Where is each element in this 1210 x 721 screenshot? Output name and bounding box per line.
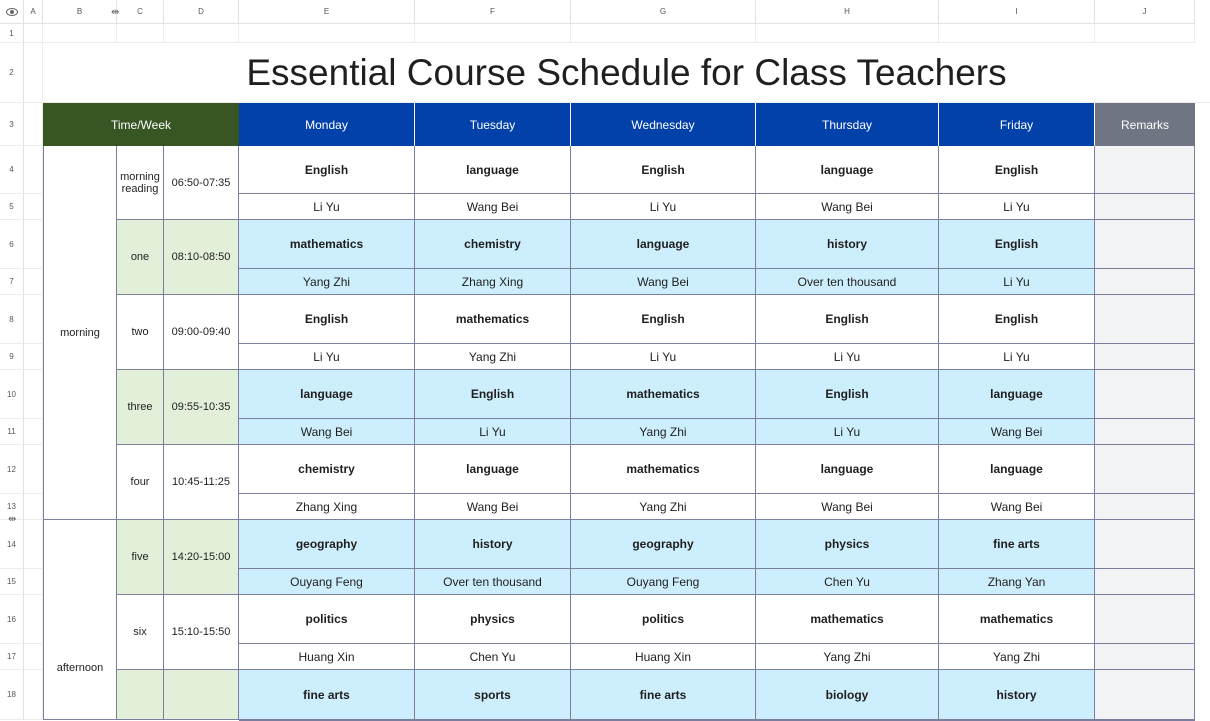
period-name: four	[117, 445, 164, 520]
cell-col-a[interactable]	[24, 194, 43, 220]
remarks-cell[interactable]	[1095, 194, 1195, 220]
teacher-cell[interactable]: Ouyang Feng	[239, 569, 415, 595]
teacher-cell[interactable]: Li Yu	[239, 344, 415, 370]
subject-cell[interactable]: language	[756, 146, 939, 194]
column-header-f[interactable]: F	[415, 0, 571, 24]
remarks-cell[interactable]	[1095, 494, 1195, 520]
cell-col-a[interactable]	[24, 43, 43, 103]
subject-cell[interactable]: sports	[415, 670, 571, 720]
subject-cell[interactable]: English	[571, 295, 756, 344]
cell-col-a[interactable]	[24, 295, 43, 344]
header-day-tuesday: Tuesday	[415, 103, 571, 146]
teacher-cell[interactable]: Yang Zhi	[756, 644, 939, 670]
remarks-cell[interactable]	[1095, 670, 1195, 720]
cell-row1[interactable]	[415, 24, 571, 43]
cell-row1[interactable]	[24, 24, 43, 43]
subject-cell[interactable]: biology	[756, 670, 939, 720]
subject-cell[interactable]: mathematics	[939, 595, 1095, 644]
teacher-cell[interactable]: Yang Zhi	[415, 344, 571, 370]
cell-row1[interactable]	[239, 24, 415, 43]
column-resize-icon[interactable]: ⇹	[111, 7, 120, 18]
session-afternoon: afternoon	[43, 520, 117, 720]
cell-col-a[interactable]	[24, 670, 43, 720]
teacher-cell[interactable]: Huang Xin	[239, 644, 415, 670]
subject-cell[interactable]: language	[239, 370, 415, 419]
subject-cell[interactable]: physics	[756, 520, 939, 569]
subject-cell[interactable]: language	[939, 445, 1095, 494]
subject-cell[interactable]: English	[239, 295, 415, 344]
period-time: 09:00-09:40	[164, 295, 239, 370]
subject-cell[interactable]: English	[571, 146, 756, 194]
subject-cell[interactable]: fine arts	[571, 670, 756, 720]
subject-cell[interactable]: language	[756, 445, 939, 494]
period-time: 08:10-08:50	[164, 220, 239, 295]
column-header-g[interactable]: G	[571, 0, 756, 24]
subject-cell[interactable]: mathematics	[571, 370, 756, 419]
row-header-14[interactable]: 14	[0, 520, 24, 569]
teacher-cell[interactable]: Zhang Yan	[939, 569, 1095, 595]
cell-col-a[interactable]	[24, 220, 43, 269]
subject-cell[interactable]: mathematics	[756, 595, 939, 644]
cell-col-a[interactable]	[24, 146, 43, 194]
subject-cell[interactable]: mathematics	[415, 295, 571, 344]
cell-col-a[interactable]	[24, 445, 43, 494]
period-time	[164, 670, 239, 720]
teacher-cell[interactable]: Chen Yu	[415, 644, 571, 670]
teacher-cell[interactable]: Li Yu	[756, 419, 939, 445]
remarks-cell[interactable]	[1095, 595, 1195, 644]
teacher-cell[interactable]: Li Yu	[239, 194, 415, 220]
column-header-e[interactable]: E	[239, 0, 415, 24]
row-header-15[interactable]: 15	[0, 569, 24, 595]
subject-cell[interactable]: history	[415, 520, 571, 569]
period-name: five	[117, 520, 164, 595]
remarks-cell[interactable]	[1095, 269, 1195, 295]
cell-row1[interactable]	[756, 24, 939, 43]
teacher-cell[interactable]: Wang Bei	[239, 419, 415, 445]
teacher-cell[interactable]: Wang Bei	[571, 269, 756, 295]
subject-cell[interactable]: English	[415, 370, 571, 419]
teacher-cell[interactable]: Li Yu	[939, 344, 1095, 370]
cell-col-a[interactable]	[24, 269, 43, 295]
period-time: 09:55-10:35	[164, 370, 239, 445]
remarks-cell[interactable]	[1095, 370, 1195, 419]
period-name: three	[117, 370, 164, 445]
cell-row1[interactable]	[164, 24, 239, 43]
period-name: morning reading	[117, 146, 164, 220]
subject-cell[interactable]: history	[939, 670, 1095, 720]
cell-row1[interactable]	[117, 24, 164, 43]
select-all-corner[interactable]	[0, 0, 24, 24]
session-morning: morning	[43, 146, 117, 520]
period-name: six	[117, 595, 164, 670]
remarks-cell[interactable]	[1095, 520, 1195, 569]
cell-col-a[interactable]	[24, 644, 43, 670]
period-name: one	[117, 220, 164, 295]
cell-col-a[interactable]	[24, 595, 43, 644]
header-time-week: Time/Week	[43, 103, 239, 146]
cell-col-a[interactable]	[24, 419, 43, 445]
subject-cell[interactable]: politics	[239, 595, 415, 644]
row-header-11[interactable]: 11	[0, 419, 24, 445]
page-title: Essential Course Schedule for Class Teachers	[43, 43, 1210, 103]
subject-cell[interactable]: English	[239, 146, 415, 194]
cell-col-a[interactable]	[24, 569, 43, 595]
subject-cell[interactable]: English	[756, 295, 939, 344]
remarks-cell[interactable]	[1095, 445, 1195, 494]
remarks-cell[interactable]	[1095, 344, 1195, 370]
remarks-cell[interactable]	[1095, 146, 1195, 194]
subject-cell[interactable]: English	[939, 146, 1095, 194]
subject-cell[interactable]: mathematics	[571, 445, 756, 494]
teacher-cell[interactable]: Li Yu	[571, 194, 756, 220]
teacher-cell[interactable]: Li Yu	[756, 344, 939, 370]
subject-cell[interactable]: chemistry	[239, 445, 415, 494]
column-header-c[interactable]: C	[117, 0, 164, 24]
row-resize-icon[interactable]: ⇹	[8, 514, 17, 525]
teacher-cell[interactable]: Yang Zhi	[571, 419, 756, 445]
row-header-2[interactable]: 2	[0, 43, 24, 103]
teacher-cell[interactable]: Zhang Xing	[415, 269, 571, 295]
teacher-cell[interactable]: Li Yu	[415, 419, 571, 445]
period-time: 06:50-07:35	[164, 146, 239, 220]
cell-row1[interactable]	[939, 24, 1095, 43]
row-header-13[interactable]: 13	[0, 494, 24, 520]
teacher-cell[interactable]: Wang Bei	[415, 494, 571, 520]
column-header-a[interactable]: A	[24, 0, 43, 24]
row-header-12[interactable]: 12	[0, 445, 24, 494]
teacher-cell[interactable]: Over ten thousand	[756, 269, 939, 295]
subject-cell[interactable]: geography	[571, 520, 756, 569]
subject-cell[interactable]: chemistry	[415, 220, 571, 269]
remarks-cell[interactable]	[1095, 220, 1195, 269]
column-header-i[interactable]: I	[939, 0, 1095, 24]
row-header-4[interactable]: 4	[0, 146, 24, 194]
subject-cell[interactable]: politics	[571, 595, 756, 644]
cell-col-a[interactable]	[24, 494, 43, 520]
teacher-cell[interactable]: Wang Bei	[939, 494, 1095, 520]
eye-icon[interactable]	[6, 8, 18, 16]
remarks-cell[interactable]	[1095, 295, 1195, 344]
row-header-10[interactable]: 10	[0, 370, 24, 419]
subject-cell[interactable]: physics	[415, 595, 571, 644]
column-header-d[interactable]: D	[164, 0, 239, 24]
subject-cell[interactable]: fine arts	[239, 670, 415, 720]
column-header-j[interactable]: J	[1095, 0, 1195, 24]
subject-cell[interactable]: language	[415, 445, 571, 494]
row-header-3[interactable]: 3	[0, 103, 24, 146]
subject-cell[interactable]: geography	[239, 520, 415, 569]
cell-col-a[interactable]	[24, 370, 43, 419]
subject-cell[interactable]: language	[571, 220, 756, 269]
header-day-monday: Monday	[239, 103, 415, 146]
remarks-cell[interactable]	[1095, 644, 1195, 670]
cell-row1[interactable]	[571, 24, 756, 43]
period-name	[117, 670, 164, 720]
row-header-5[interactable]: 5	[0, 194, 24, 220]
teacher-cell[interactable]: Chen Yu	[756, 569, 939, 595]
teacher-cell[interactable]: Over ten thousand	[415, 569, 571, 595]
row-header-16[interactable]: 16	[0, 595, 24, 644]
subject-cell[interactable]: English	[939, 295, 1095, 344]
header-day-thursday: Thursday	[756, 103, 939, 146]
row-header-8[interactable]: 8	[0, 295, 24, 344]
header-day-friday: Friday	[939, 103, 1095, 146]
column-header-h[interactable]: H	[756, 0, 939, 24]
period-time: 14:20-15:00	[164, 520, 239, 595]
teacher-cell[interactable]: Yang Zhi	[571, 494, 756, 520]
header-day-wednesday: Wednesday	[571, 103, 756, 146]
teacher-cell[interactable]: Ouyang Feng	[571, 569, 756, 595]
remarks-cell[interactable]	[1095, 569, 1195, 595]
teacher-cell[interactable]: Huang Xin	[571, 644, 756, 670]
period-time: 15:10-15:50	[164, 595, 239, 670]
column-header-b[interactable]: B	[43, 0, 117, 24]
cell-col-a[interactable]	[24, 103, 43, 146]
teacher-cell[interactable]: Li Yu	[571, 344, 756, 370]
cell-row1[interactable]	[1095, 24, 1195, 43]
period-time: 10:45-11:25	[164, 445, 239, 520]
teacher-cell[interactable]: Yang Zhi	[939, 644, 1095, 670]
teacher-cell[interactable]: Wang Bei	[756, 194, 939, 220]
subject-cell[interactable]: history	[756, 220, 939, 269]
teacher-cell[interactable]: Li Yu	[939, 269, 1095, 295]
subject-cell[interactable]: English	[939, 220, 1095, 269]
period-name: two	[117, 295, 164, 370]
row-header-18[interactable]: 18	[0, 670, 24, 720]
cell-row1[interactable]	[43, 24, 117, 43]
subject-cell[interactable]: fine arts	[939, 520, 1095, 569]
teacher-cell[interactable]: Wang Bei	[415, 194, 571, 220]
cell-col-a[interactable]	[24, 344, 43, 370]
row-header-7[interactable]: 7	[0, 269, 24, 295]
teacher-cell[interactable]: Zhang Xing	[239, 494, 415, 520]
subject-cell[interactable]: language	[939, 370, 1095, 419]
subject-cell[interactable]: language	[415, 146, 571, 194]
subject-cell[interactable]: mathematics	[239, 220, 415, 269]
row-header-1[interactable]: 1	[0, 24, 24, 43]
row-header-9[interactable]: 9	[0, 344, 24, 370]
row-header-17[interactable]: 17	[0, 644, 24, 670]
subject-cell[interactable]: English	[756, 370, 939, 419]
cell-col-a[interactable]	[24, 520, 43, 569]
teacher-cell[interactable]: Li Yu	[939, 194, 1095, 220]
header-remarks: Remarks	[1095, 103, 1195, 146]
row-header-6[interactable]: 6	[0, 220, 24, 269]
remarks-cell[interactable]	[1095, 419, 1195, 445]
teacher-cell[interactable]: Yang Zhi	[239, 269, 415, 295]
teacher-cell[interactable]: Wang Bei	[756, 494, 939, 520]
teacher-cell[interactable]: Wang Bei	[939, 419, 1095, 445]
